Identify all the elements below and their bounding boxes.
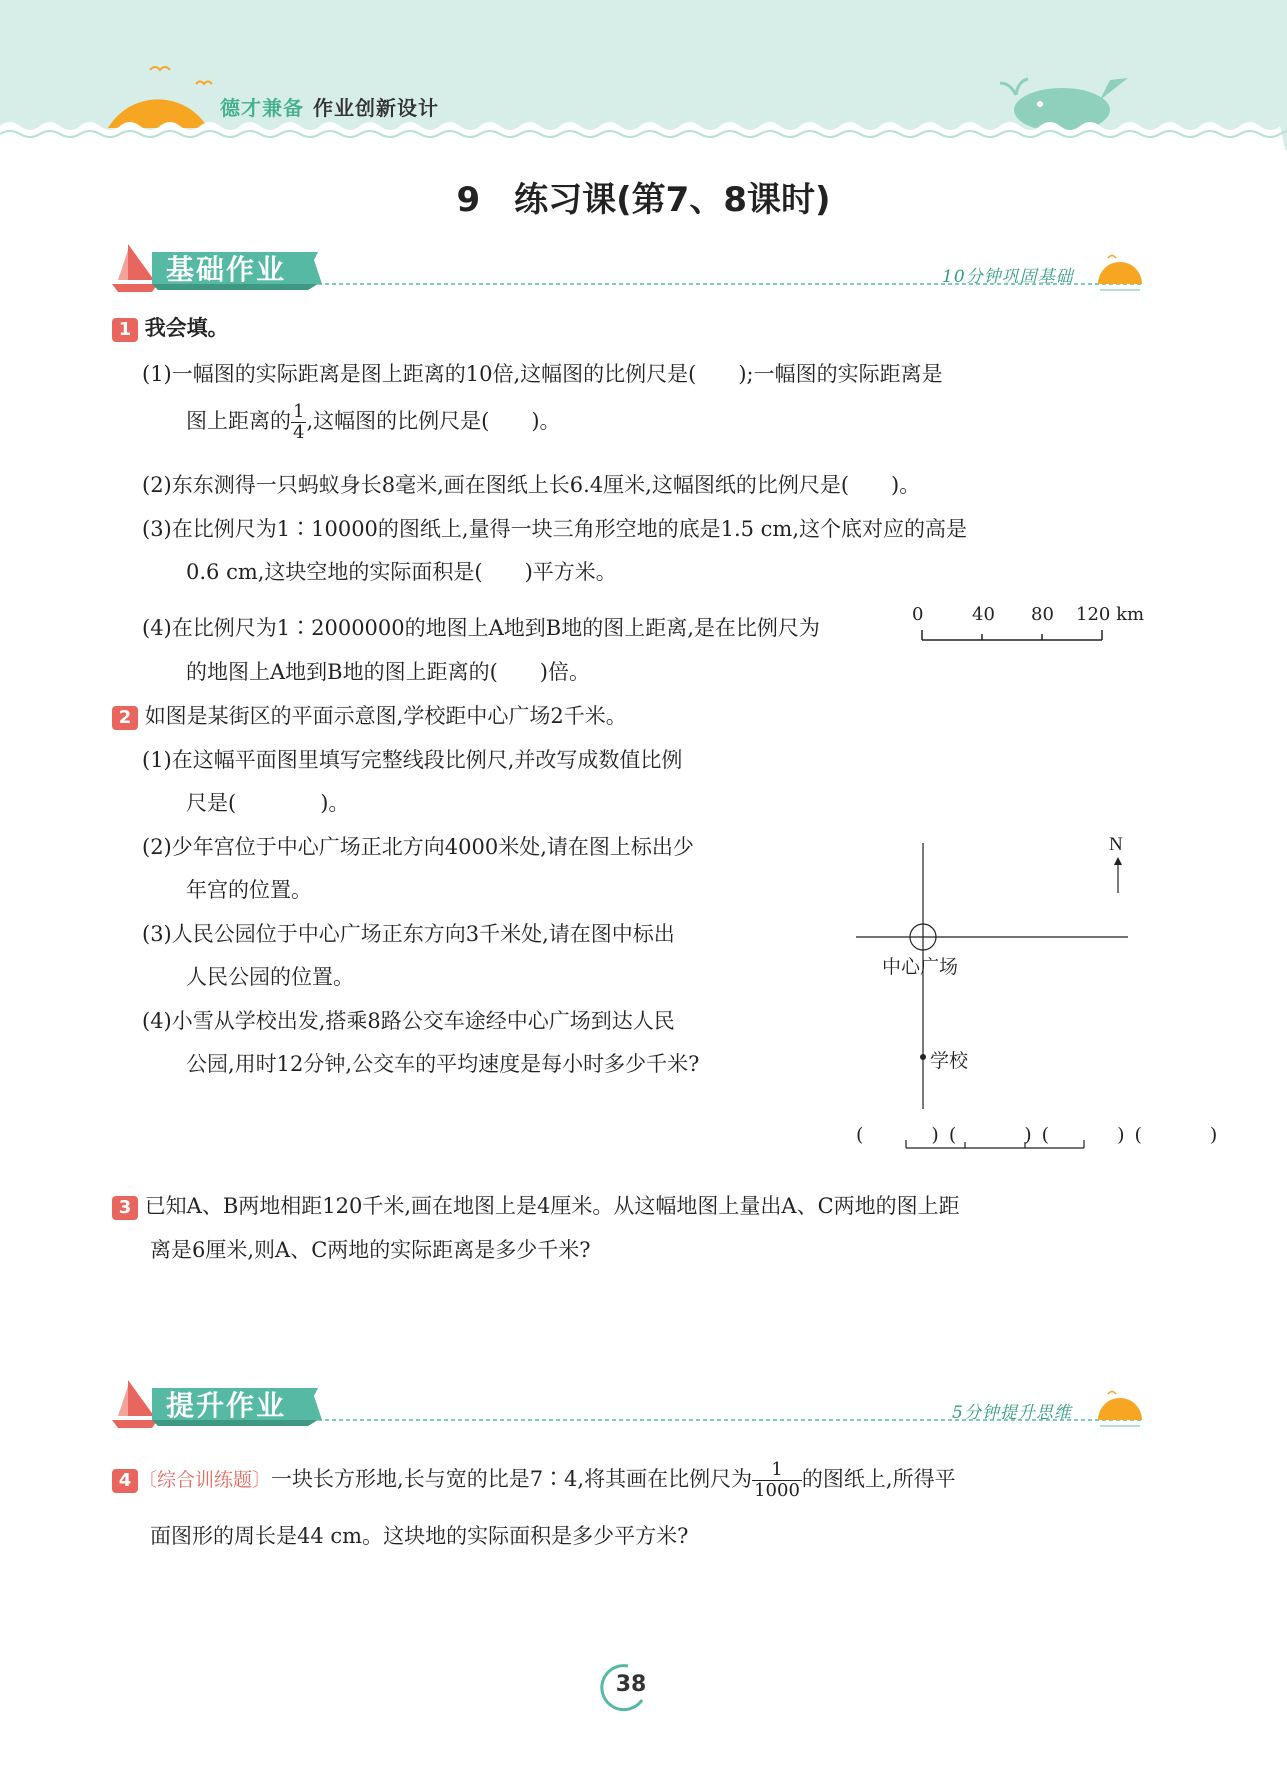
bird-icon [150, 67, 170, 70]
bird-icon [196, 82, 212, 85]
street-map-diagram [850, 835, 1150, 1155]
header-decoration [0, 0, 1287, 160]
brand-green: 德才兼备 [220, 96, 304, 120]
school-label: 学校 [930, 1050, 969, 1072]
q1-p1-line1: (1)一幅图的实际距离是图上距离的10倍,这幅图的比例尺是( );一幅图的实际距离是 [142, 362, 943, 386]
q2-p3-line2: 人民公园的位置。 [186, 965, 354, 989]
section2-tag: 5分钟提升思维 [952, 1403, 1072, 1423]
q1-p1-line2a: 图上距离的 [186, 409, 291, 433]
q2-heading [112, 702, 627, 730]
q3-line1-row [112, 1192, 960, 1220]
q1-frac-num: 1 [293, 401, 305, 422]
q2-p2-line2: 年宫的位置。 [186, 878, 312, 902]
page-number: 38 [615, 1672, 647, 1697]
sailboat-icon [112, 244, 158, 292]
q4-line1a: 一块长方形地,长与宽的比是7∶4,将其画在比例尺为 [271, 1467, 753, 1491]
sailboat-icon [112, 1380, 158, 1428]
q1-p4-line2: 的地图上A地到B地的图上距离的( )倍。 [186, 660, 590, 684]
q1-stem: 我会填。 [144, 316, 229, 340]
q1-p1-line2 [186, 402, 561, 443]
q1-p1-line2b: ,这幅图的比例尺是( )。 [306, 409, 561, 433]
q2-p2-line1: (2)少年宫位于中心广场正北方向4000米处,请在图上标出少 [142, 835, 694, 859]
q3-number: 3 [112, 1196, 138, 1220]
q1-scale-label-40: 40 [972, 604, 995, 625]
q2-p4-line1: (4)小雪从学校出发,搭乘8路公交车途经中心广场到达人民 [142, 1009, 675, 1033]
center-square-label: 中心广场 [882, 956, 959, 978]
brand-dark: 作业创新设计 [313, 96, 439, 120]
q1-number: 1 [112, 318, 138, 342]
q2-p3-line1: (3)人民公园位于中心广场正东方向3千米处,请在图中标出 [142, 922, 675, 946]
q1-frac-den: 4 [293, 422, 305, 443]
school-marker [920, 1054, 926, 1060]
q4-frac-num: 1 [752, 1460, 802, 1481]
q1-heading [112, 314, 229, 342]
q2-p4-line2: 公园,用时12分钟,公交车的平均速度是每小时多少千米? [186, 1052, 700, 1076]
q1-p2: (2)东东测得一只蚂蚁身长8毫米,画在图纸上长6.4厘米,这幅图纸的比例尺是( )。 [142, 473, 921, 497]
sun-icon [1098, 1398, 1142, 1420]
section1-tag: 10分钟巩固基础 [942, 267, 1074, 287]
q2-p1-line1: (1)在这幅平面图里填写完整线段比例尺,并改写成数值比例 [142, 748, 683, 772]
q4-number: 4 [112, 1469, 138, 1493]
north-label: N [1109, 834, 1123, 855]
q1-scale-label-80: 80 [1031, 604, 1054, 625]
q3-line2: 离是6厘米,则A、C两地的实际距离是多少千米? [150, 1238, 591, 1262]
q4-line1-row [112, 1460, 956, 1501]
whale-icon [1000, 78, 1128, 132]
q1-line-scale [920, 628, 1104, 644]
q4-tag: 〔综合训练题〕 [138, 1469, 272, 1491]
q4-line2: 面图形的周长是44 cm。这块地的实际面积是多少平方米? [150, 1524, 689, 1548]
q2-number: 2 [112, 706, 138, 730]
q1-fraction [291, 402, 306, 443]
q4-frac-den: 1000 [754, 1480, 800, 1501]
q2-stem: 如图是某街区的平面示意图,学校距中心广场2千米。 [144, 704, 627, 728]
q3-line1: 已知A、B两地相距120千米,画在地图上是4厘米。从这幅地图上量出A、C两地的图上距 [144, 1194, 960, 1218]
section1-title: 基础作业 [166, 253, 287, 286]
sun-icon [108, 99, 208, 128]
q4-line1b: 的图纸上,所得平 [801, 1467, 956, 1491]
scale-blanks: ( )( )( )( ) [856, 1124, 1228, 1146]
page-title: 9 练习课(第7、8课时) [456, 180, 831, 220]
section2-title: 提升作业 [166, 1389, 287, 1422]
q2-p1-line2: 尺是( )。 [186, 791, 350, 815]
q1-scale-label-120: 120 km [1076, 604, 1145, 625]
north-arrow-icon [1114, 857, 1122, 893]
q4-fraction [752, 1460, 802, 1501]
q1-p4-line1: (4)在比例尺为1∶2000000的地图上A地到B地的图上距离,是在比例尺为 [142, 616, 820, 640]
sun-icon [1098, 262, 1142, 284]
q1-scale-label-0: 0 [912, 604, 924, 625]
q1-p3-line1: (3)在比例尺为1∶10000的图纸上,量得一块三角形空地的底是1.5 cm,这个底对应的高是 [142, 517, 968, 541]
q1-p3-line2: 0.6 cm,这块空地的实际面积是( )平方米。 [186, 560, 617, 584]
